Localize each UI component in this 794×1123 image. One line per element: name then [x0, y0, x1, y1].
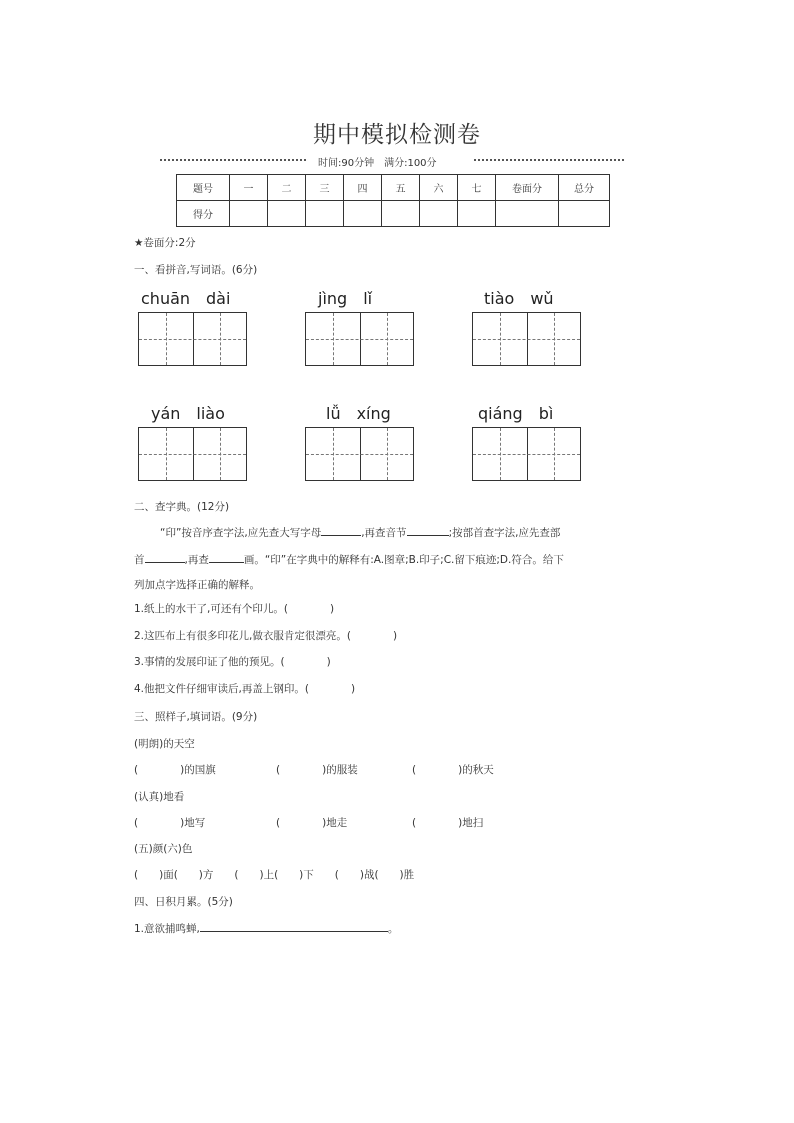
- question-item: 4.他把文件仔细审读后,再盖上钢印。( ): [134, 683, 356, 695]
- score-input-cell[interactable]: [230, 201, 268, 227]
- score-input-cell[interactable]: [458, 201, 496, 227]
- fill-phrase: ( )的秋天: [412, 764, 494, 776]
- score-table-header-row: [177, 175, 610, 201]
- dotted-leader-right: [474, 159, 624, 161]
- text-segment: “印”按音序查字法,应先查大写字母: [160, 527, 322, 539]
- writing-grid[interactable]: [472, 427, 581, 481]
- writing-grid[interactable]: [305, 427, 414, 481]
- table-cell: 四: [344, 175, 382, 201]
- text-segment: ,再查: [184, 554, 209, 566]
- table-cell: 二: [268, 175, 306, 201]
- answer-blank[interactable]: [407, 525, 449, 536]
- pinyin-label: lǚ xíng: [326, 404, 391, 423]
- dictionary-paragraph-line2: [134, 552, 564, 567]
- question-item: 1.纸上的水干了,可还有个印儿。( ): [134, 603, 335, 615]
- dictionary-paragraph-line1: [160, 525, 560, 540]
- score-input-cell[interactable]: [344, 201, 382, 227]
- table-cell: 得分: [177, 201, 230, 227]
- score-input-cell[interactable]: [382, 201, 420, 227]
- pinyin-label: qiáng bì: [478, 404, 554, 423]
- poem-fill-item: [134, 921, 398, 936]
- table-cell: 六: [420, 175, 458, 201]
- dotted-leader-left: [160, 159, 306, 161]
- table-cell: 题号: [177, 175, 230, 201]
- text-segment: ,再查音节: [361, 527, 407, 539]
- example-phrase: (明朗)的天空: [134, 738, 195, 750]
- score-table-score-row: [177, 201, 610, 227]
- writing-grid[interactable]: [138, 427, 247, 481]
- text-segment: 。: [387, 923, 399, 935]
- question-item: 2.这匹布上有很多印花儿,做衣服肯定很漂亮。( ): [134, 630, 398, 642]
- neatness-note: ★卷面分:2分: [134, 237, 196, 249]
- writing-grid[interactable]: [472, 312, 581, 366]
- text-segment: 1.意欲捕鸣蝉,: [134, 923, 200, 935]
- text-segment: 首: [134, 554, 145, 566]
- score-input-cell[interactable]: [268, 201, 306, 227]
- text-segment: ;按部首查字法,应先查部: [448, 527, 561, 539]
- table-cell: 五: [382, 175, 420, 201]
- dictionary-paragraph-line3: 列加点字选择正确的解释。: [134, 579, 260, 591]
- answer-blank[interactable]: [200, 921, 388, 932]
- page-title: 期中模拟检测卷: [313, 122, 481, 148]
- subtitle-line: [0, 154, 794, 168]
- subtitle: 时间:90分钟 满分:100分: [318, 158, 437, 169]
- section3-heading: 三、照样子,填词语。(9分): [134, 711, 258, 723]
- section1-heading: 一、看拼音,写词语。(6分): [134, 264, 258, 276]
- pinyin-label: chuān dài: [141, 289, 231, 308]
- answer-blank[interactable]: [321, 525, 361, 536]
- score-input-cell[interactable]: [306, 201, 344, 227]
- answer-blank[interactable]: [145, 552, 185, 563]
- example-phrase: (五)颜(六)色: [134, 843, 193, 855]
- fill-phrase: ( )的服装: [276, 764, 358, 776]
- section2-heading: 二、查字典。(12分): [134, 501, 230, 513]
- pinyin-label: yán liào: [151, 404, 225, 423]
- text-segment: 画。“印”在字典中的解释有:A.图章;B.印子;C.留下痕迹;D.符合。给下: [243, 554, 564, 566]
- answer-blank[interactable]: [209, 552, 244, 563]
- writing-grid[interactable]: [138, 312, 247, 366]
- fill-phrase: ( )地写: [134, 817, 206, 829]
- table-cell: 三: [306, 175, 344, 201]
- fill-phrase: ( )地走: [276, 817, 348, 829]
- fill-phrase: ( )的国旗: [134, 764, 216, 776]
- question-item: 3.事情的发展印证了他的预见。( ): [134, 656, 331, 668]
- score-input-cell[interactable]: [496, 201, 559, 227]
- table-cell: 卷面分: [496, 175, 559, 201]
- table-cell: 七: [458, 175, 496, 201]
- table-cell: 一: [230, 175, 268, 201]
- score-table: [176, 174, 610, 227]
- table-cell: 总分: [559, 175, 610, 201]
- score-input-cell[interactable]: [420, 201, 458, 227]
- example-phrase: (认真)地看: [134, 791, 185, 803]
- section4-heading: 四、日积月累。(5分): [134, 896, 233, 908]
- fill-phrase: ( )地扫: [412, 817, 484, 829]
- writing-grid[interactable]: [305, 312, 414, 366]
- pinyin-label: tiào wǔ: [484, 289, 554, 308]
- pinyin-label: jìng lǐ: [318, 289, 373, 308]
- fill-phrase-row: ( )面( )方 ( )上( )下 ( )战( )胜: [134, 869, 415, 881]
- score-input-cell[interactable]: [559, 201, 610, 227]
